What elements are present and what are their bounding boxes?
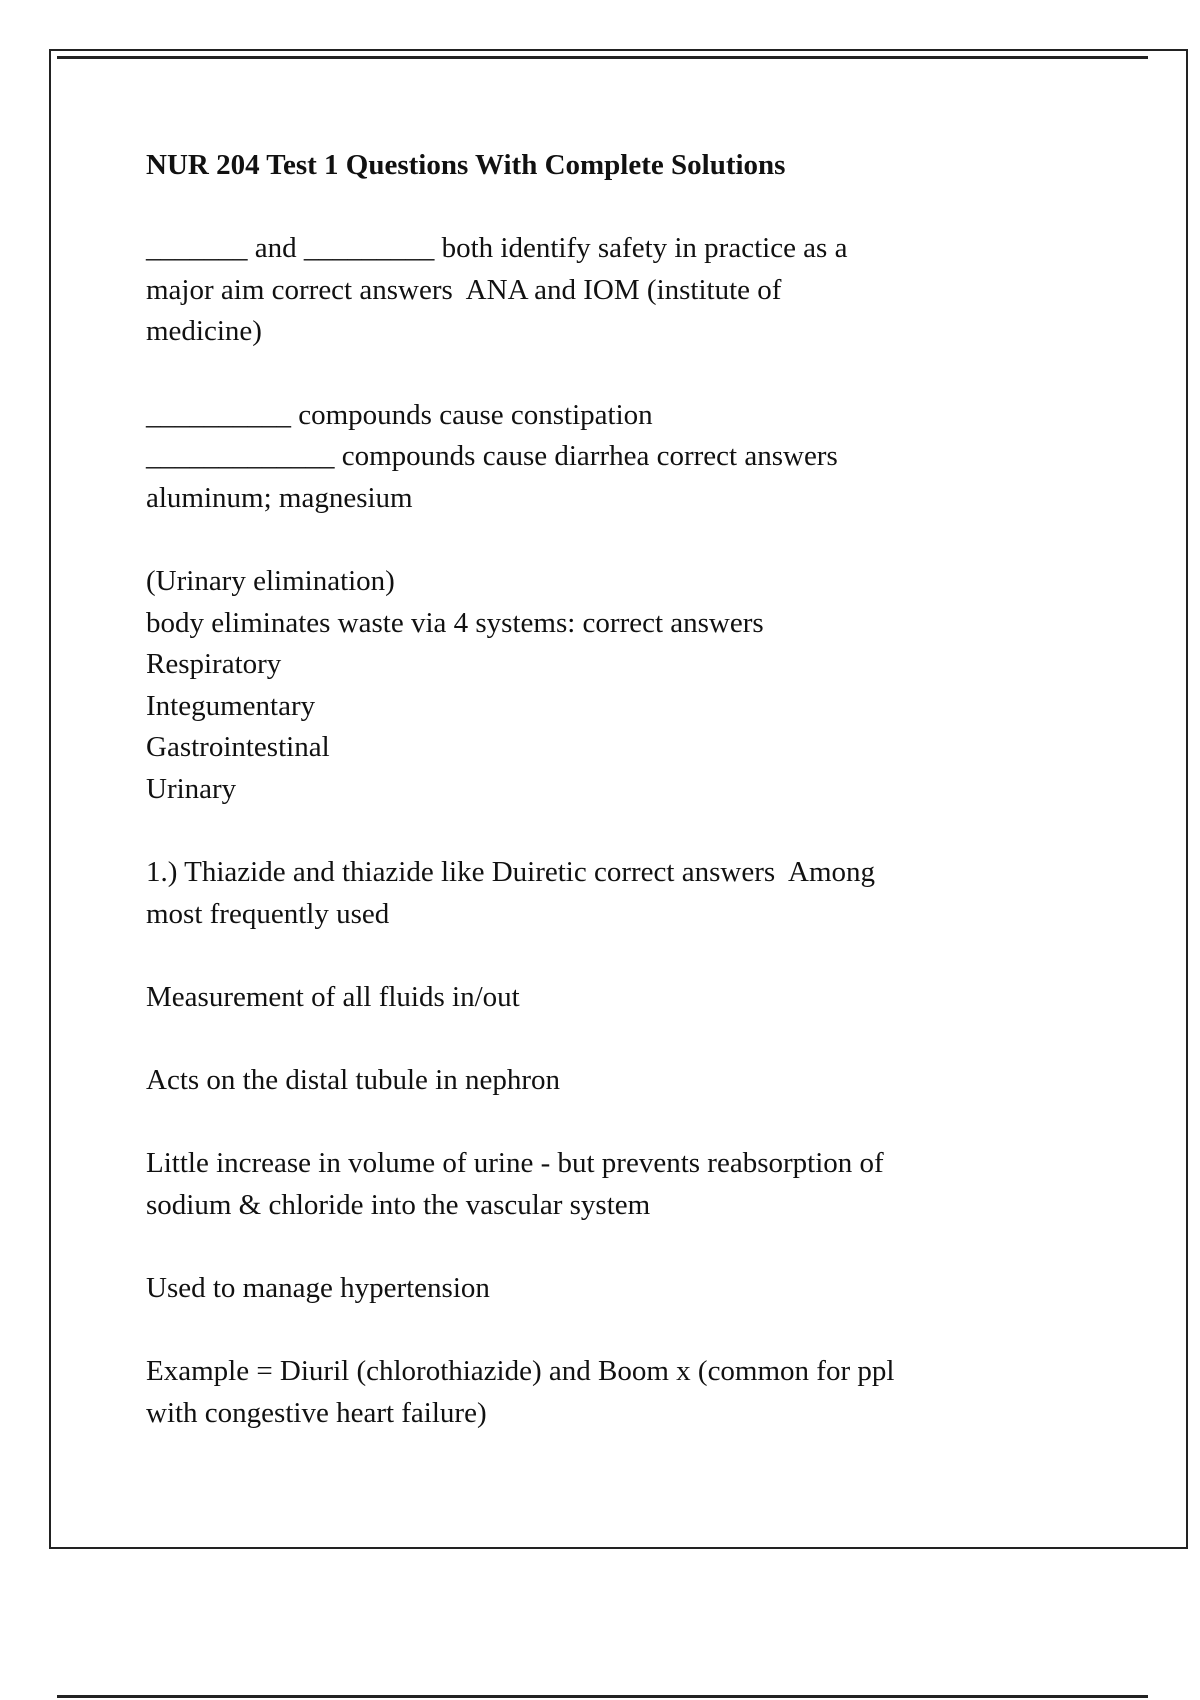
text-line: body eliminates waste via 4 systems: correct answers [146, 606, 764, 639]
text-line: Used to manage hypertension [146, 1272, 490, 1305]
document-body [146, 145, 1146, 1476]
text-line: Little increase in volume of urine - but prevents reabsorption of [146, 1147, 884, 1180]
text-line: _______ and _________ both identify safety in practice as a [146, 232, 848, 265]
text-line: most frequently used [146, 897, 390, 930]
paragraph [146, 977, 1146, 1019]
text-line: Urinary [146, 772, 237, 805]
paragraph [146, 1351, 1146, 1434]
document-title: NUR 204 Test 1 Questions With Complete Solutions [146, 149, 786, 181]
text-line: _____________ compounds cause diarrhea correct answers [146, 440, 838, 473]
footer-rule [57, 1695, 1148, 1698]
text-line: medicine) [146, 315, 262, 348]
text-line: 1.) Thiazide and thiazide like Duiretic correct answers Among [146, 856, 876, 889]
text-line: Measurement of all fluids in/out [146, 980, 520, 1013]
text-line: (Urinary elimination) [146, 564, 395, 597]
paragraph-list [146, 228, 1146, 1434]
paragraph [146, 1268, 1146, 1310]
paragraph [146, 228, 1146, 353]
paragraph [146, 395, 1146, 520]
text-line: Integumentary [146, 689, 316, 722]
text-line: Acts on the distal tubule in nephron [146, 1064, 560, 1097]
paragraph [146, 1143, 1146, 1226]
text-line: Respiratory [146, 648, 282, 681]
header-rule [57, 56, 1148, 59]
text-line: aluminum; magnesium [146, 481, 413, 514]
text-line: __________ compounds cause constipation [146, 398, 653, 431]
paragraph [146, 1060, 1146, 1102]
paragraph [146, 561, 1146, 811]
text-line: Gastrointestinal [146, 731, 330, 764]
paragraph [146, 852, 1146, 935]
text-line: Example = Diuril (chlorothiazide) and Boom x (common for ppl [146, 1355, 895, 1388]
text-line: sodium & chloride into the vascular system [146, 1188, 651, 1221]
text-line: major aim correct answers ANA and IOM (institute of [146, 273, 782, 306]
text-line: with congestive heart failure) [146, 1396, 487, 1429]
